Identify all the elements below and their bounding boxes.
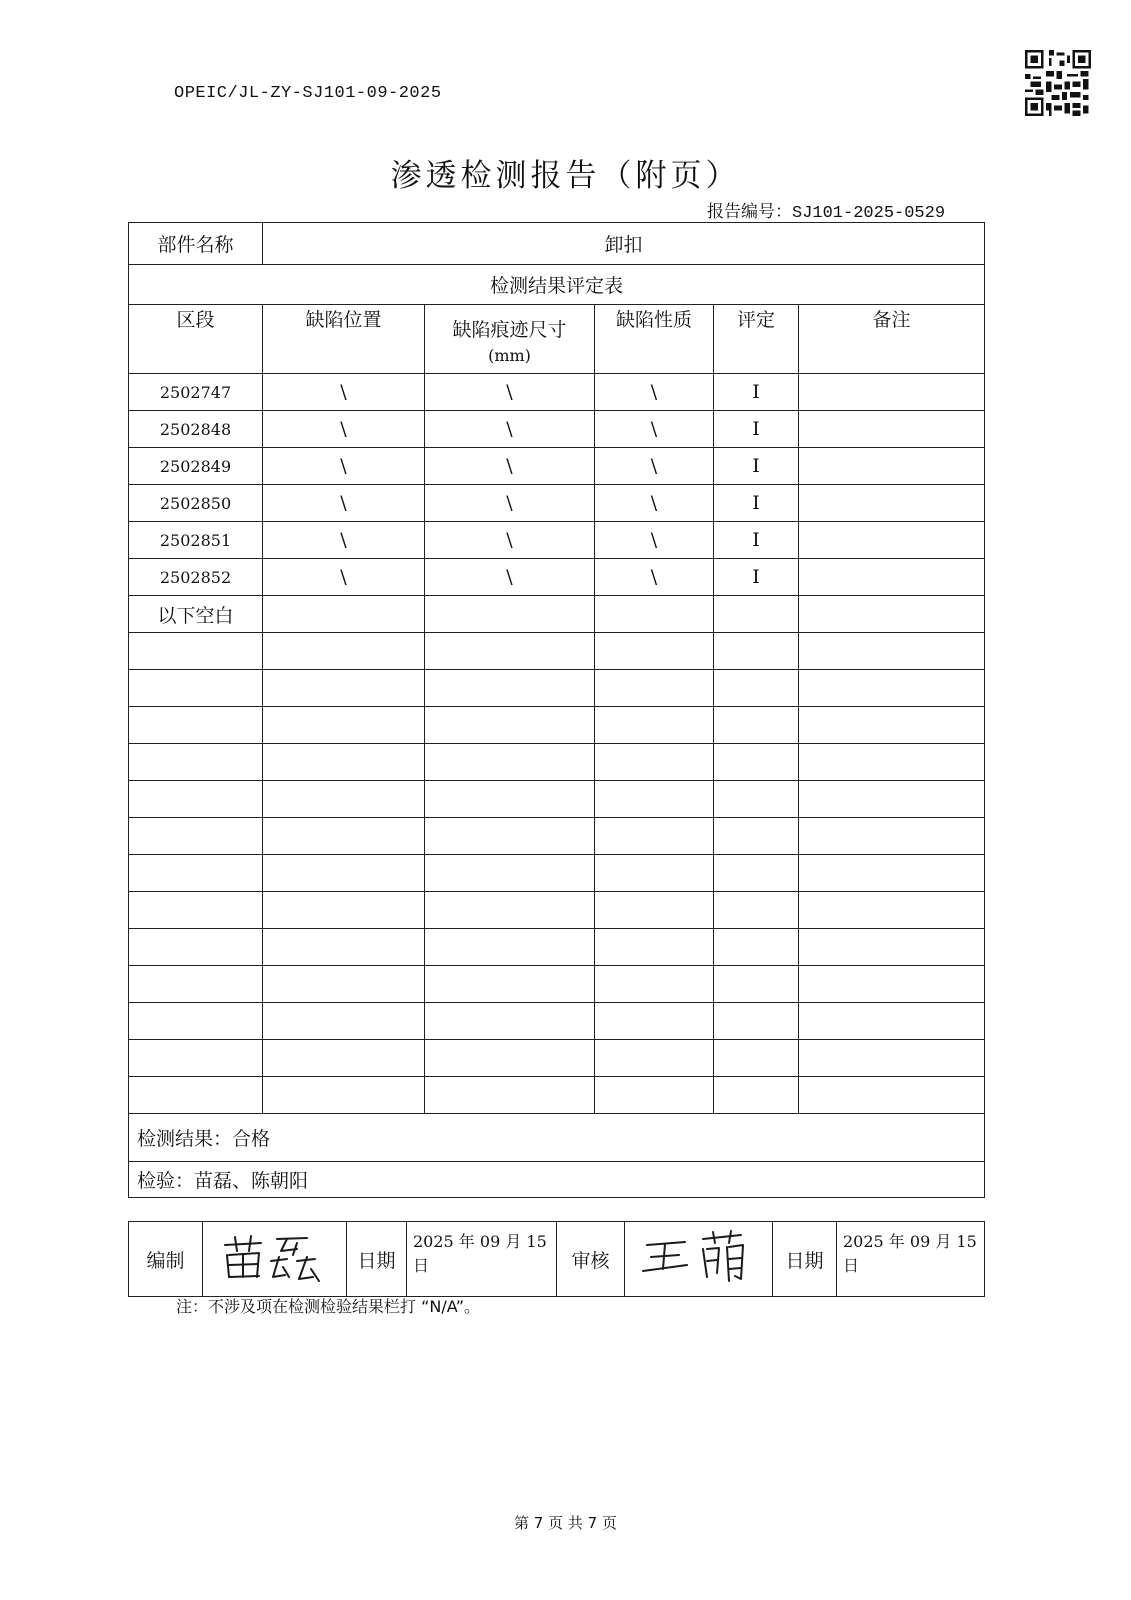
prepared-signature [203,1222,347,1297]
empty-cell [595,744,714,781]
col-header-nature: 缺陷性质 [595,305,714,374]
empty-cell [263,744,425,781]
empty-cell [799,781,985,818]
prepared-date-label: 日期 [347,1222,407,1297]
blank-marker-cell: 以下空白 [129,596,263,633]
empty-cell [263,966,425,1003]
prepared-label: 编制 [129,1222,203,1297]
empty-cell [714,892,799,929]
table-row [129,411,985,448]
empty-cell [595,892,714,929]
position-cell: \ [263,559,425,596]
empty-row [129,818,985,855]
empty-cell [595,966,714,1003]
empty-cell [263,818,425,855]
grade-cell: I [714,559,799,596]
empty-cell [595,670,714,707]
col-header-size-label: 缺陷痕迹尺寸 [452,319,567,341]
empty-cell [714,1003,799,1040]
empty-cell [714,818,799,855]
empty-cell [425,596,595,633]
grade-cell: I [714,448,799,485]
empty-cell [425,1077,595,1114]
empty-cell [714,1040,799,1077]
empty-row [129,929,985,966]
size-cell: \ [425,559,595,596]
section-cell: 2502850 [129,485,263,522]
review-signature-handwriting [637,1229,761,1285]
empty-row [129,1040,985,1077]
col-header-grade: 评定 [714,305,799,374]
inspection-label: 检验： [137,1170,195,1192]
empty-cell [263,633,425,670]
position-cell: \ [263,448,425,485]
empty-row [129,781,985,818]
section-cell: 2502747 [129,374,263,411]
grade-cell: I [714,374,799,411]
nature-cell: \ [595,522,714,559]
report-title: 渗透检测报告（附页） [390,158,741,194]
result-row [129,1114,985,1162]
blank-marker-row [129,596,985,633]
empty-cell [714,707,799,744]
empty-cell [129,707,263,744]
empty-cell [129,1003,263,1040]
empty-cell [799,1003,985,1040]
empty-cell [263,781,425,818]
empty-cell [425,1003,595,1040]
table-row [129,559,985,596]
size-cell: \ [425,448,595,485]
size-cell: \ [425,374,595,411]
empty-cell [129,744,263,781]
empty-cell [129,892,263,929]
grade-cell: I [714,522,799,559]
size-cell: \ [425,485,595,522]
nature-cell: \ [595,411,714,448]
empty-cell [799,707,985,744]
section-cell: 2502849 [129,448,263,485]
empty-cell [425,707,595,744]
empty-cell [263,707,425,744]
empty-cell [263,855,425,892]
empty-row [129,966,985,1003]
empty-cell [595,707,714,744]
qr-code-icon [1025,50,1091,116]
empty-cell [425,670,595,707]
empty-cell [799,818,985,855]
part-name-value: 卸扣 [263,223,985,265]
empty-cell [714,966,799,1003]
position-cell: \ [263,485,425,522]
empty-cell [263,670,425,707]
report-number [707,197,945,223]
empty-cell [714,633,799,670]
nature-cell: \ [595,485,714,522]
empty-cell [425,855,595,892]
result-value: 合格 [232,1128,271,1150]
footnote: 注：不涉及项在检测检验结果栏打 “N/A”。 [176,1297,480,1316]
empty-cell [129,1077,263,1114]
col-header-size-unit: (mm) [488,346,531,365]
empty-cell [425,966,595,1003]
empty-cell [714,929,799,966]
report-number-label: 报告编号： [707,202,792,222]
empty-cell [425,892,595,929]
empty-row [129,892,985,929]
prepared-date: 2025 年 09 月 15 日 [407,1222,557,1297]
result-label: 检测结果： [137,1128,233,1150]
empty-cell [799,596,985,633]
empty-cell [263,892,425,929]
empty-cell [714,744,799,781]
inspection-value: 苗磊、陈朝阳 [194,1170,309,1192]
col-header-position: 缺陷位置 [263,305,425,374]
position-cell: \ [263,522,425,559]
nature-cell: \ [595,374,714,411]
empty-row [129,633,985,670]
empty-cell [425,1040,595,1077]
evaluation-table [128,222,985,1198]
empty-row [129,855,985,892]
review-label: 审核 [557,1222,625,1297]
remark-cell [799,485,985,522]
size-cell: \ [425,522,595,559]
empty-row [129,1003,985,1040]
table-row [129,485,985,522]
empty-row [129,670,985,707]
empty-cell [129,633,263,670]
empty-cell [595,818,714,855]
remark-cell [799,411,985,448]
empty-cell [425,781,595,818]
empty-cell [129,1040,263,1077]
empty-cell [129,670,263,707]
empty-cell [595,781,714,818]
inspection-row [129,1162,985,1198]
page-number: 第 7 页 共 7 页 [514,1514,617,1532]
empty-cell [425,633,595,670]
grade-cell: I [714,485,799,522]
empty-cell [799,855,985,892]
empty-cell [714,670,799,707]
nature-cell: \ [595,559,714,596]
empty-cell [714,781,799,818]
empty-cell [799,1040,985,1077]
empty-cell [595,596,714,633]
nature-cell: \ [595,448,714,485]
review-date-label: 日期 [773,1222,837,1297]
report-number-value: SJ101-2025-0529 [792,204,946,223]
table-row [129,374,985,411]
empty-cell [129,781,263,818]
remark-cell [799,448,985,485]
table-row [129,522,985,559]
review-signature [625,1222,773,1297]
empty-row [129,1077,985,1114]
empty-cell [799,966,985,1003]
empty-cell [799,1077,985,1114]
empty-cell [129,855,263,892]
empty-cell [129,966,263,1003]
empty-row [129,707,985,744]
review-date: 2025 年 09 月 15 日 [837,1222,985,1297]
table-title: 检测结果评定表 [129,265,985,305]
remark-cell [799,374,985,411]
empty-cell [714,855,799,892]
remark-cell [799,522,985,559]
empty-cell [263,1077,425,1114]
empty-cell [595,633,714,670]
empty-cell [595,1040,714,1077]
empty-cell [129,929,263,966]
empty-cell [129,818,263,855]
prepared-signature-handwriting [215,1231,335,1283]
col-header-size [425,305,595,374]
empty-cell [425,744,595,781]
empty-cell [595,1003,714,1040]
col-header-section: 区段 [129,305,263,374]
empty-row [129,744,985,781]
empty-cell [799,892,985,929]
empty-cell [425,818,595,855]
empty-cell [263,596,425,633]
empty-cell [714,1077,799,1114]
empty-cell [263,1003,425,1040]
grade-cell: I [714,411,799,448]
empty-cell [714,596,799,633]
section-cell: 2502848 [129,411,263,448]
empty-cell [799,929,985,966]
part-name-label: 部件名称 [129,223,263,265]
empty-cell [799,670,985,707]
empty-cell [263,1040,425,1077]
col-header-remark: 备注 [799,305,985,374]
table-row [129,448,985,485]
empty-cell [425,929,595,966]
document-code: OPEIC/JL-ZY-SJ101-09-2025 [174,84,442,103]
signoff-table [128,1221,985,1297]
empty-cell [595,1077,714,1114]
remark-cell [799,559,985,596]
empty-cell [799,744,985,781]
section-cell: 2502852 [129,559,263,596]
section-cell: 2502851 [129,522,263,559]
empty-cell [595,929,714,966]
empty-cell [799,633,985,670]
empty-cell [263,929,425,966]
position-cell: \ [263,374,425,411]
position-cell: \ [263,411,425,448]
empty-cell [595,855,714,892]
size-cell: \ [425,411,595,448]
